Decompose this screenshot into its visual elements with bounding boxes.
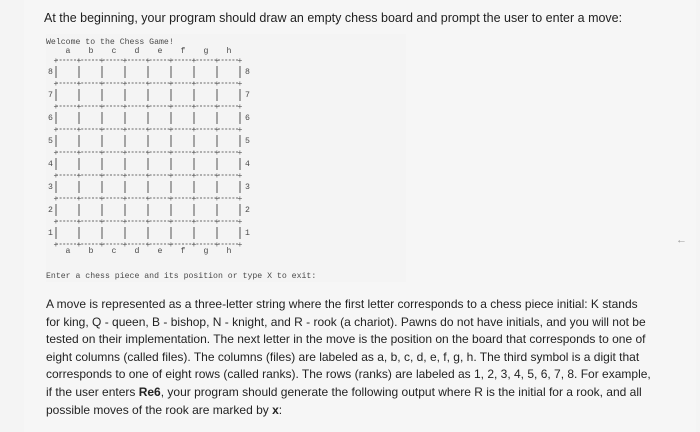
rank-label-left: 7: [48, 91, 53, 100]
chess-board: [46, 34, 406, 282]
example-move: Re6: [138, 384, 161, 399]
grid-plus: +: [214, 125, 220, 135]
file-label-top: d: [134, 47, 140, 56]
file-label-top: b: [88, 47, 94, 56]
grid-plus: +: [53, 194, 59, 204]
grid-plus: +: [53, 125, 59, 135]
file-label-bottom: c: [111, 247, 117, 256]
grid-plus: +: [53, 240, 59, 250]
rank-label-right: 8: [245, 68, 250, 77]
grid-plus: +: [145, 56, 151, 66]
file-label-top: e: [157, 47, 163, 56]
grid-plus: +: [214, 240, 220, 250]
grid-plus: +: [168, 79, 174, 89]
grid-plus: +: [237, 125, 243, 135]
rank-label-left: 4: [48, 160, 53, 169]
rank-label-right: 2: [245, 206, 250, 215]
grid-plus: +: [53, 148, 59, 158]
grid-plus: +: [122, 148, 128, 158]
grid-plus: +: [99, 79, 105, 89]
grid-plus: +: [168, 194, 174, 204]
grid-plus: +: [237, 217, 243, 227]
file-label-bottom: e: [157, 247, 163, 256]
grid-plus: +: [122, 79, 128, 89]
grid-plus: +: [76, 79, 82, 89]
grid-plus: +: [53, 102, 59, 112]
rank-label-left: 5: [48, 137, 53, 146]
file-label-top: f: [180, 47, 186, 56]
grid-plus: +: [237, 56, 243, 66]
rank-label-left: 8: [48, 68, 53, 77]
grid-plus: +: [191, 217, 197, 227]
file-label-bottom: f: [180, 247, 186, 256]
grid-plus: +: [99, 56, 105, 66]
grid-plus: +: [191, 148, 197, 158]
grid-plus: +: [191, 102, 197, 112]
section-heading: At the beginning, your program should draw an empty chess board and prompt the user to enter a move:: [44, 11, 623, 25]
grid-plus: +: [122, 217, 128, 227]
file-label-bottom: a: [65, 247, 71, 256]
grid-plus: +: [99, 102, 105, 112]
file-label-bottom: g: [203, 247, 209, 256]
grid-plus: +: [76, 102, 82, 112]
grid-plus: +: [214, 171, 220, 181]
grid-plus: +: [237, 148, 243, 158]
grid-plus: +: [214, 148, 220, 158]
grid-plus: +: [237, 240, 243, 250]
grid-plus: +: [122, 102, 128, 112]
grid-plus: +: [191, 194, 197, 204]
grid-plus: +: [168, 56, 174, 66]
file-label-top: a: [65, 47, 71, 56]
grid-plus: +: [145, 171, 151, 181]
grid-plus: +: [237, 79, 243, 89]
rank-label-right: 4: [245, 160, 250, 169]
board-grid: [46, 34, 406, 282]
grid-plus: +: [99, 125, 105, 135]
grid-plus: +: [76, 217, 82, 227]
grid-plus: +: [76, 56, 82, 66]
grid-plus: +: [53, 79, 59, 89]
rank-label-right: 6: [245, 114, 250, 123]
rank-label-right: 1: [245, 229, 250, 238]
instructions-paragraph: [46, 296, 652, 419]
grid-plus: +: [145, 102, 151, 112]
grid-plus: +: [191, 125, 197, 135]
grid-plus: +: [237, 102, 243, 112]
grid-plus: +: [237, 194, 243, 204]
grid-plus: +: [191, 79, 197, 89]
grid-plus: +: [145, 79, 151, 89]
grid-plus: +: [145, 148, 151, 158]
arrow-pointer-icon: ←: [676, 234, 687, 246]
file-label-bottom: d: [134, 247, 140, 256]
paragraph-text-2: , your program should generate the following output where R is the initial for a rook, and all possible moves of the rook are marked by: [46, 384, 642, 417]
grid-plus: +: [145, 240, 151, 250]
file-label-bottom: b: [88, 247, 94, 256]
grid-plus: +: [168, 125, 174, 135]
grid-plus: +: [99, 194, 105, 204]
grid-plus: +: [214, 79, 220, 89]
grid-plus: +: [53, 171, 59, 181]
rank-label-left: 1: [48, 229, 53, 238]
rank-label-left: 6: [48, 114, 53, 123]
grid-plus: +: [168, 171, 174, 181]
grid-plus: +: [214, 217, 220, 227]
grid-plus: +: [76, 240, 82, 250]
mark-symbol: x: [272, 402, 279, 417]
grid-plus: +: [53, 217, 59, 227]
rank-label-right: 5: [245, 137, 250, 146]
grid-plus: +: [76, 125, 82, 135]
grid-plus: +: [145, 125, 151, 135]
grid-plus: +: [168, 240, 174, 250]
grid-plus: +: [99, 148, 105, 158]
input-prompt: Enter a chess piece and its position or type X to exit:: [46, 272, 317, 281]
grid-plus: +: [122, 240, 128, 250]
grid-plus: +: [191, 56, 197, 66]
file-label-top: g: [203, 47, 209, 56]
grid-plus: +: [214, 56, 220, 66]
grid-plus: +: [76, 171, 82, 181]
grid-plus: +: [122, 194, 128, 204]
grid-plus: +: [122, 56, 128, 66]
grid-plus: +: [122, 125, 128, 135]
grid-plus: +: [145, 194, 151, 204]
file-label-top: h: [226, 47, 232, 56]
grid-plus: +: [99, 171, 105, 181]
file-label-bottom: h: [226, 247, 232, 256]
rank-label-right: 3: [245, 183, 250, 192]
grid-plus: +: [191, 171, 197, 181]
grid-plus: +: [53, 56, 59, 66]
grid-plus: +: [168, 148, 174, 158]
grid-plus: +: [237, 171, 243, 181]
rank-label-left: 3: [48, 183, 53, 192]
grid-plus: +: [214, 102, 220, 112]
welcome-message: Welcome to the Chess Game!: [46, 38, 174, 47]
console-output: [46, 34, 406, 282]
grid-plus: +: [122, 171, 128, 181]
grid-plus: +: [168, 217, 174, 227]
grid-plus: +: [99, 217, 105, 227]
grid-plus: +: [214, 194, 220, 204]
grid-plus: +: [76, 148, 82, 158]
grid-plus: +: [76, 194, 82, 204]
paragraph-text-3: :: [278, 402, 283, 417]
grid-plus: +: [191, 240, 197, 250]
paragraph-text-1: A move is represented as a three-letter string where the first letter corresponds to a chess piece initial: K stands for king, Q - queen, B - bishop, N - knight, and R - rook (a chariot). Pawns do not have initials, and you will not be tested on their implementation. The next letter in the move is the position on the board that corresponds to one of eight columns (called files). The columns (files) are labeled as a, b, c, d, e, f, g, h. The third symbol is a digit that corresponds to one of eight rows (called ranks). The rows (ranks) are labeled as 1, 2, 3, 4, 5, 6, 7, 8. For example, if the user enters: [46, 297, 651, 399]
rank-label-right: 7: [245, 91, 250, 100]
file-label-top: c: [111, 47, 117, 56]
grid-plus: +: [168, 102, 174, 112]
grid-plus: +: [145, 217, 151, 227]
grid-plus: +: [99, 240, 105, 250]
rank-label-left: 2: [48, 206, 53, 215]
